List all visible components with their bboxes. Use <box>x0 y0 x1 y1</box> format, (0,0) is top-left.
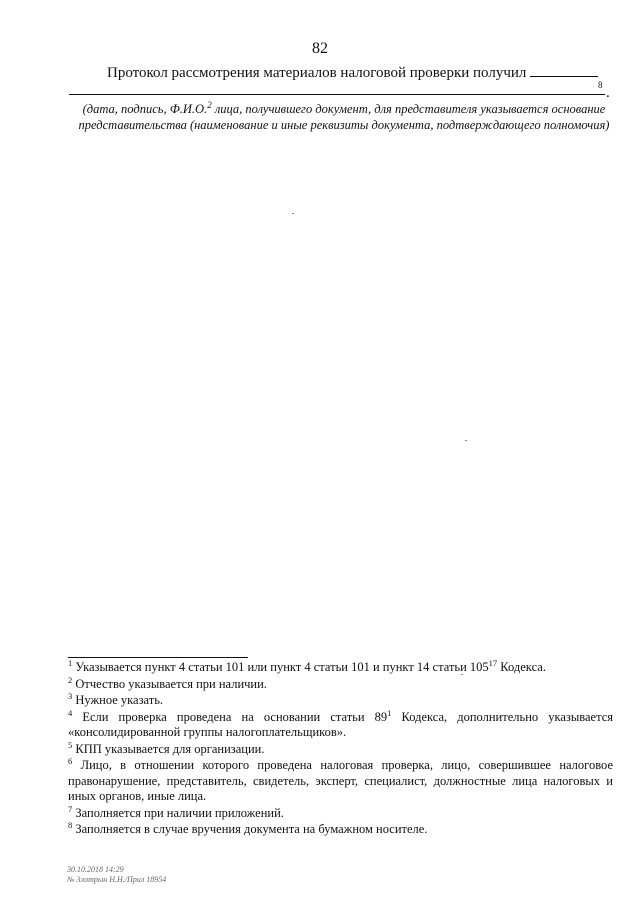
footnote-text: Нужное указать. <box>72 693 164 707</box>
caption-part2: лица, получившего документ, для представителя указывается основание представительства (наименование и иные реквизиты документа, подтверждающего полномочия) <box>78 102 610 133</box>
caption-sup: 2 <box>207 100 212 110</box>
footnote-text: Заполняется в случае вручения документа на бумажном носителе. <box>72 822 428 836</box>
footnote-item <box>68 803 613 822</box>
footnote-text: КПП указывается для организации. <box>72 741 265 756</box>
footnote-sup: 1 <box>387 707 392 718</box>
footnote-text: Лицо, в отношении которого проведена налоговая проверка, лицо, совершившее налоговое правонарушение, представитель, свидетель, эксперт, специалист, должностные лица налоговых и иных органов, иные лица. <box>68 758 613 803</box>
footnote-number: 3 <box>68 690 73 701</box>
footnote-item <box>68 707 613 741</box>
footnote-text: Кодекса. <box>497 660 546 674</box>
footnote-mark-8: 8 <box>598 80 603 90</box>
footnote-item <box>68 657 613 676</box>
stamp-datetime: 30.10.2018 14:29 <box>67 865 124 874</box>
title-text: Протокол рассмотрения материалов налоговой проверки получил <box>107 65 527 81</box>
footnote-number: 5 <box>68 739 73 750</box>
footnote-number: 7 <box>68 803 73 814</box>
footnote-item <box>68 690 613 709</box>
footnote-text: Отчество указывается при наличии. <box>72 676 267 691</box>
scan-speck <box>465 440 467 441</box>
footnote-sup: 17 <box>488 657 498 668</box>
footnote-number: 4 <box>68 707 73 718</box>
document-title <box>107 64 598 82</box>
scan-speck <box>292 213 294 214</box>
line-end-dot: . <box>606 85 610 101</box>
title-blank-line <box>530 64 598 77</box>
footnote-number: 6 <box>68 755 73 766</box>
footnote-item <box>68 755 613 805</box>
footnote-number: 2 <box>68 674 73 685</box>
footnote-item <box>68 739 613 758</box>
footnote-text: Если проверка проведена на основании статьи 89 <box>72 709 388 724</box>
print-stamp <box>67 865 166 885</box>
footnotes <box>68 657 613 839</box>
signature-caption <box>74 97 614 133</box>
footnote-text: Указывается пункт 4 статьи 101 или пункт 4 статьи 101 и пункт 14 статьи 105 <box>72 660 489 674</box>
footnote-number: 8 <box>68 819 73 830</box>
stamp-reference: № Злотрын Н.Н./Прил 18954 <box>67 875 167 884</box>
signature-line <box>69 94 605 95</box>
caption-part1: (дата, подпись, Ф.И.О. <box>82 102 208 117</box>
footnote-text: Заполняется при наличии приложений. <box>72 805 284 820</box>
footnote-number: 1 <box>68 657 73 668</box>
footnote-separator <box>68 657 248 658</box>
footnote-item <box>68 674 613 693</box>
footnote-item <box>68 819 613 838</box>
page-number: 82 <box>312 40 328 57</box>
footnote-text: Кодекса, дополнительно указывается «консолидированной группы налогоплательщиков». <box>68 709 613 739</box>
